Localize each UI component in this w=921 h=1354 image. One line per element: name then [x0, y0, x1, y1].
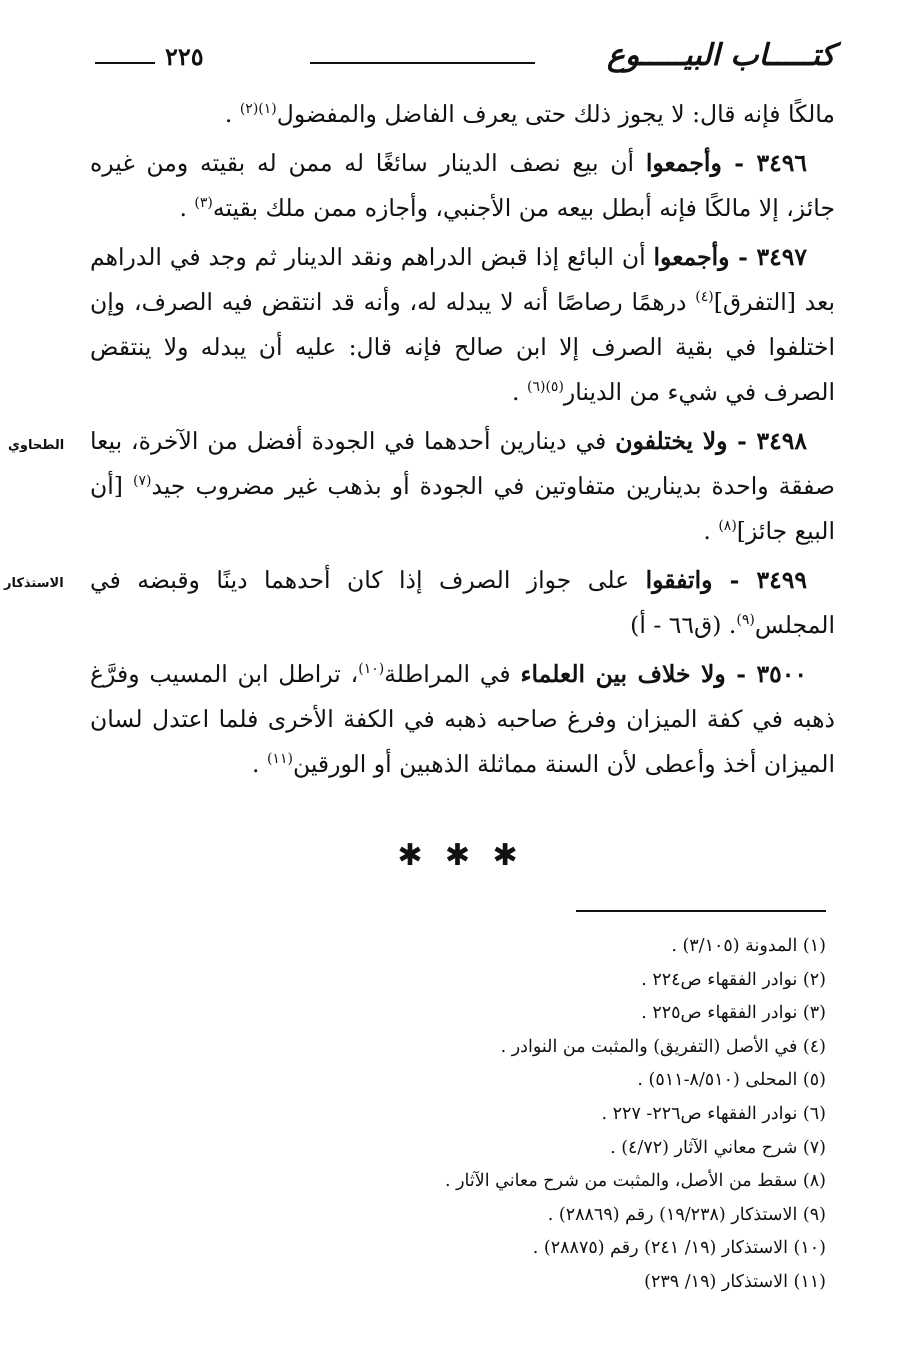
footnote-item: (٩) الاستذكار (١٩/٢٣٨) رقم (٢٨٨٦٩) . [547, 1204, 826, 1225]
paragraph-text: في دينارين أحدهما في الجودة أفضل من الآخرة، بيعا صفقة واحدة بدينارين متفاوتين في الجودة أو بذهب غير مضروب جيد [90, 427, 835, 500]
footnote-ref: (٥)(٦) [526, 379, 564, 396]
paragraph-end: . (ق٦٦ - أ) [630, 611, 737, 639]
paragraph-text-2: ، تراطل ابن المسيب وفرَّغ ذهبه في كفة الميزان وفرغ صاحبه ذهبه في الكفة الأخرى فلما اعتدل لسان الميزان أخذ وأعطى لأن السنة مماثلة الذهبين أو الورقين [90, 660, 835, 778]
margin-note-tahawi: الطحاوي [8, 438, 65, 453]
footnote-item: (٧) شرح معاني الآثار (٤/٧٢) . [610, 1137, 826, 1158]
paragraph-continuation [90, 92, 835, 137]
paragraph-end: . [703, 517, 719, 545]
paragraph-end: . [224, 100, 240, 128]
paragraph-end: . [252, 750, 267, 778]
entry-number: ٣٤٩٨ [756, 427, 807, 455]
section-separator: ✱ ✱ ✱ [397, 838, 524, 873]
entry-lead: ولا يختلفون [615, 427, 728, 455]
paragraph-3500 [90, 652, 835, 787]
entry-number: ٣٤٩٧ [756, 243, 807, 271]
entry-dash: - [727, 427, 757, 455]
paragraph-text: أن بيع نصف الدينار سائغًا له ممن له بقيته ومن غيره جائز، إلا مالكًا فإنه أبطل بيعه من الأجنبي، وأجازه ممن ملك بقيته [90, 149, 835, 222]
footnotes [106, 930, 826, 1300]
entry-lead: ولا خلاف بين العلماء [520, 660, 726, 688]
paragraph-end: . [512, 378, 527, 406]
entry-number: ٣٤٩٩ [756, 566, 807, 594]
page-number: ٢٢٥ [165, 42, 204, 71]
footnote-item: (٨) سقط من الأصل، والمثبت من شرح معاني الآثار . [444, 1171, 826, 1192]
entry-dash: - [725, 660, 757, 688]
margin-note-istidhkar: الاستذكار [4, 576, 64, 591]
footnote-ref: (١)(٢) [239, 101, 277, 118]
main-text [90, 92, 835, 791]
paragraph-text: أن البائع إذا قبض الدراهم ونقد الدينار ثم وجد في الدراهم بعد [التفرق] [90, 243, 835, 316]
footnote-item: (٤) في الأصل (التفريق) والمثبت من النوادر . [500, 1036, 826, 1057]
entry-lead: وأجمعوا [653, 243, 730, 271]
entry-dash: - [712, 566, 757, 594]
footnote-item: (٥) المحلى (٨/٥١٠-٥١١) . [637, 1070, 826, 1091]
footnote-ref: (١١) [266, 751, 293, 768]
footnote-rule [576, 910, 826, 912]
paragraph-3496 [90, 141, 835, 231]
footnote-ref: (٨) [718, 518, 737, 535]
entry-dash: - [721, 149, 757, 177]
paragraph-3497 [90, 235, 835, 415]
footnote-ref: (٤) [695, 289, 714, 306]
paragraph-text-2: درهمًا رصاصًا أنه لا يبدله له، وأنه قد انتقض فيه الصرف، وإن اختلفوا في بقية الصرف إلا ابن صالح فإنه قال: عليه أن يبدله ولا ينتقض الصرف في شيء من الدينار [90, 288, 835, 406]
footnote-item: (٦) نوادر الفقهاء ص٢٢٦- ٢٢٧ . [601, 1103, 826, 1124]
running-title: كتـــــاب البيـــــوع [606, 38, 835, 73]
paragraph-text: على جواز الصرف إذا كان أحدهما دينًا وقبضه في المجلس [90, 566, 835, 639]
header-rule-short [95, 62, 155, 64]
page-header [95, 36, 835, 84]
footnote-item: (٢) نوادر الفقهاء ص٢٢٤ . [641, 969, 826, 990]
paragraph-end: . [179, 194, 195, 222]
footnote-item: (١٠) الاستذكار (١٩/ ٢٤١) رقم (٢٨٨٧٥) . [532, 1238, 826, 1259]
footnote-ref: (٣) [194, 195, 213, 212]
entry-lead: وأجمعوا [645, 149, 722, 177]
footnote-item: (١١) الاستذكار (١٩/ ٢٣٩) [644, 1271, 826, 1292]
entry-lead: واتفقوا [645, 566, 713, 594]
paragraph-text: في المراطلة [384, 660, 521, 688]
entry-number: ٣٤٩٦ [756, 149, 807, 177]
footnote-ref: (٧) [133, 473, 152, 490]
footnote-ref: (٩) [736, 612, 755, 629]
paragraph-3499 [90, 558, 835, 648]
paragraph-text-2: [أن البيع جائز] [90, 472, 835, 545]
paragraph-text: مالكًا فإنه قال: لا يجوز ذلك حتى يعرف الفاضل والمفضول [276, 100, 835, 128]
entry-dash: - [729, 243, 757, 271]
paragraph-3498 [90, 419, 835, 554]
footnote-item: (١) المدونة (٣/١٠٥) . [671, 936, 826, 956]
entry-number: ٣٥٠٠ [756, 660, 808, 688]
header-rule [310, 62, 535, 64]
footnote-item: (٣) نوادر الفقهاء ص٢٢٥ . [641, 1003, 826, 1024]
footnote-ref: (١٠) [358, 661, 385, 678]
